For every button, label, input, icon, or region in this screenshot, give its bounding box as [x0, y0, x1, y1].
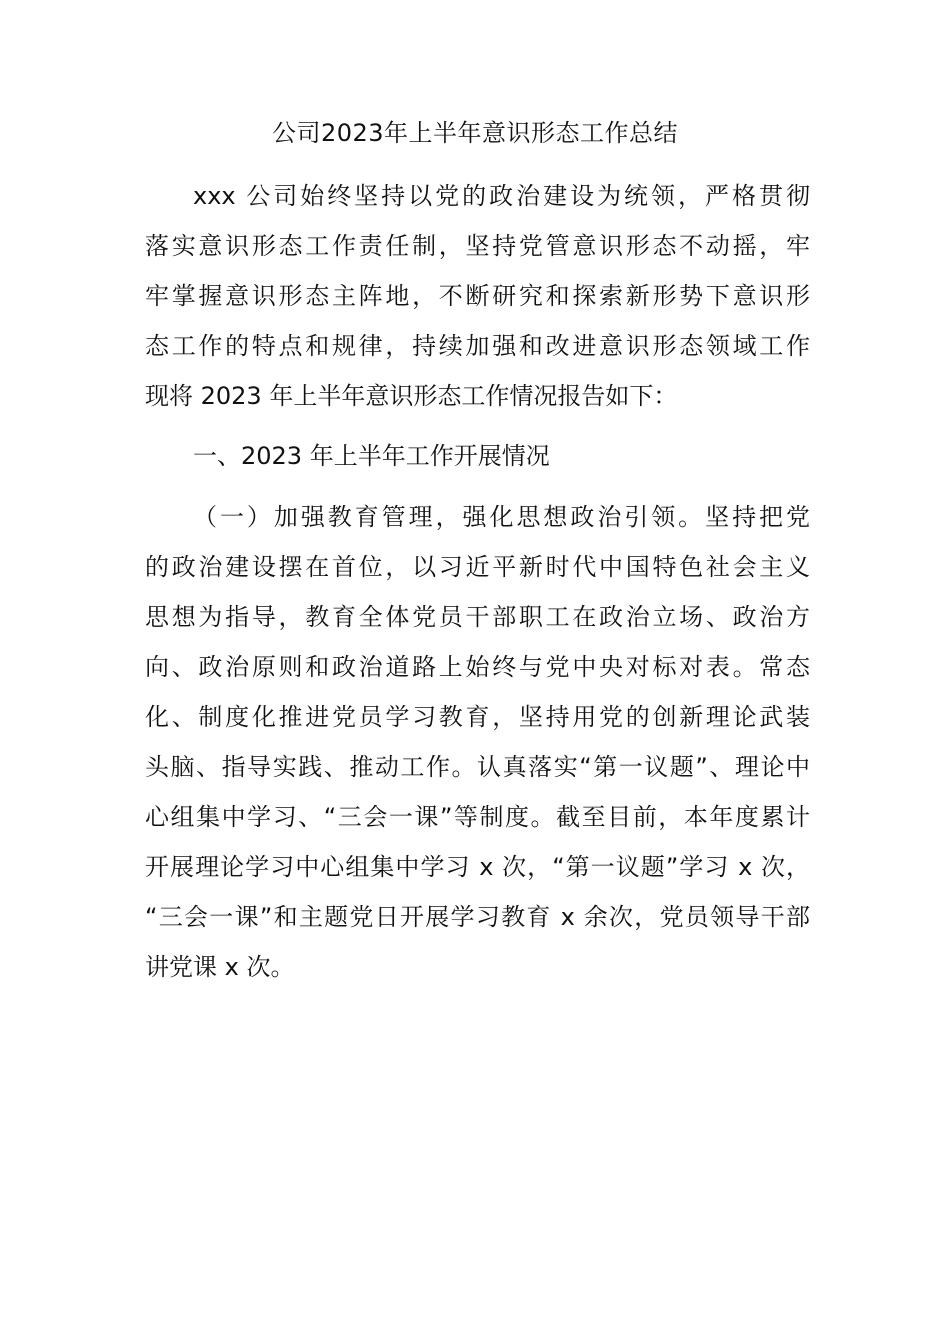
- intro-line: 牢掌握意识形态主阵地，不断研究和探索新形势下意识形: [145, 282, 810, 310]
- subsection-line: “三会一课”和主题党日开展学习教育 x 余次，党员领导干部: [145, 903, 810, 931]
- subsection-line: 心组集中学习、“三会一课”等制度。截至目前，本年度累计: [145, 803, 810, 831]
- subsection-line: （一）加强教育管理，强化思想政治引领。坚持把党: [193, 503, 810, 531]
- subsection-line: 思想为指导，教育全体党员干部职工在政治立场、政治方: [145, 603, 810, 631]
- intro-line: 态工作的特点和规律，持续加强和改进意识形态领域工作: [145, 332, 810, 360]
- intro-line: 落实意识形态工作责任制，坚持党管意识形态不动摇，牢: [145, 232, 810, 260]
- intro-line: 现将 2023 年上半年意识形态工作情况报告如下：: [145, 382, 678, 410]
- intro-line: xxx 公司始终坚持以党的政治建设为统领，严格贯彻: [193, 182, 810, 210]
- subsection-line: 的政治建设摆在首位，以习近平新时代中国特色社会主义: [145, 553, 810, 581]
- subsection-line: 开展理论学习中心组集中学习 x 次，“第一议题”学习 x 次，: [145, 853, 810, 881]
- subsection-line: 向、政治原则和政治道路上始终与党中央对标对表。常态: [145, 653, 810, 681]
- subsection-line: 头脑、指导实践、推动工作。认真落实“第一议题”、理论中: [145, 753, 810, 781]
- subsection-line: 讲党课 x 次。: [145, 953, 295, 981]
- document-title: 公司2023年上半年意识形态工作总结: [271, 119, 679, 147]
- subsection-line: 化、制度化推进党员学习教育，坚持用党的创新理论武装: [145, 703, 810, 731]
- section-heading: 一、2023 年上半年工作开展情况: [193, 442, 550, 470]
